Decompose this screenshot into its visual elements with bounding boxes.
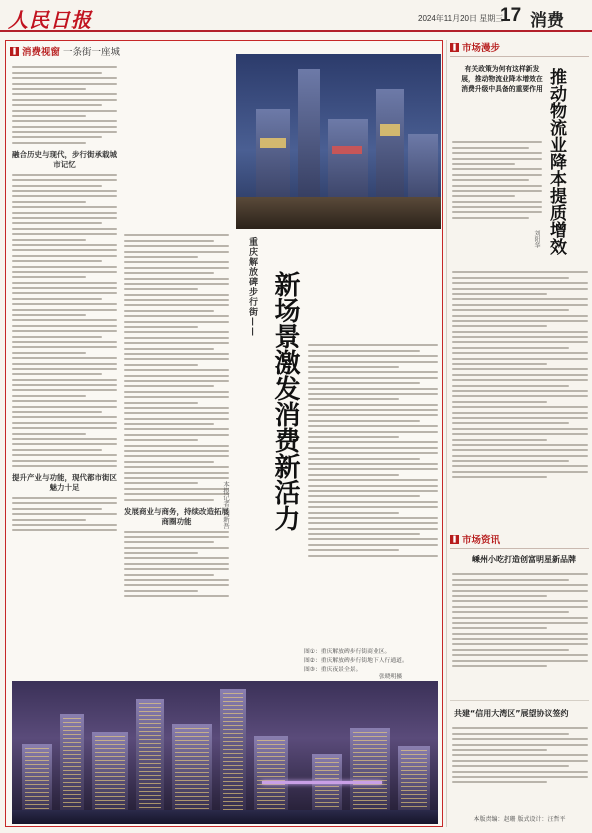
commentary-body-cont [452, 268, 588, 530]
commentary-lead: 有关政策为何有这样新发展，推动物流业降本增效在消费升级中具备的重要作用 [461, 65, 543, 93]
market-news-tag: 市场资讯 [462, 535, 501, 546]
main-headline: 新场景激发消费新活力 [270, 271, 300, 531]
bridge [262, 781, 382, 784]
editor-credit: 本版责编：赵珊 版式设计：汪哲平 [473, 816, 566, 823]
news-item-body [452, 570, 588, 692]
photo-captions [304, 648, 444, 675]
news-divider [450, 700, 589, 701]
commentary-body [452, 138, 542, 258]
market-stroll-header [450, 40, 589, 57]
photo-street-scene [236, 54, 441, 229]
subhead-1: 融合历史与现代，步行街承载城市记忆 [12, 149, 117, 169]
market-stroll-tag: 市场漫步 [462, 43, 501, 54]
market-news-header [450, 532, 589, 549]
news-item-title: 嵊州小吃打造创富明星新品牌 [472, 555, 576, 564]
subhead-2: 提升产业与功能，现代都市街区魅力十足 [12, 472, 117, 492]
section-name: 消费 [530, 11, 564, 31]
section-mark-icon: ❚ [11, 46, 18, 55]
caption-3: 图③：重庆夜景全景。 [304, 667, 362, 673]
right-column [450, 40, 589, 827]
column-subtitle: 一条街一座城 [63, 47, 121, 58]
left-column-header [10, 43, 120, 59]
newspaper-logo: 人民日报 [8, 8, 92, 32]
commentary-byline: 刘阳华 [533, 230, 540, 248]
section-mark-icon: ❚ [451, 534, 458, 543]
left-feature-box [5, 40, 443, 827]
commentary-headline: 推动物流业降本提质增效 [546, 68, 566, 255]
feature-item-body [452, 724, 588, 810]
body-column-3 [308, 341, 438, 641]
page-number: 17 [500, 5, 522, 26]
body-column-2 [124, 231, 229, 671]
caption-1: 图①：重庆解放碑步行街商业区。 [304, 649, 391, 655]
column-divider [446, 40, 447, 827]
caption-2: 图②：重庆解放碑步行街地下人行通道。 [304, 658, 408, 664]
body-column-1 [12, 63, 117, 663]
headline-kicker: 重庆解放碑步行街—— [247, 237, 257, 337]
subhead-3: 发展商业与商务，持续改造拓展商圈功能 [124, 506, 229, 526]
feature-item-title: 共建“信用大湾区”展望协议签约 [454, 709, 569, 718]
masthead [0, 0, 592, 32]
column-tag: 消费视窗 [22, 47, 61, 58]
photo-credit: 张晓明摄 [379, 674, 403, 680]
issue-date: 2024年11月20日 星期三 [418, 14, 504, 23]
photo-night-skyline [12, 681, 438, 824]
section-mark-icon: ❚ [451, 42, 458, 51]
byline: 本报记者 刘新吾 [222, 481, 230, 529]
